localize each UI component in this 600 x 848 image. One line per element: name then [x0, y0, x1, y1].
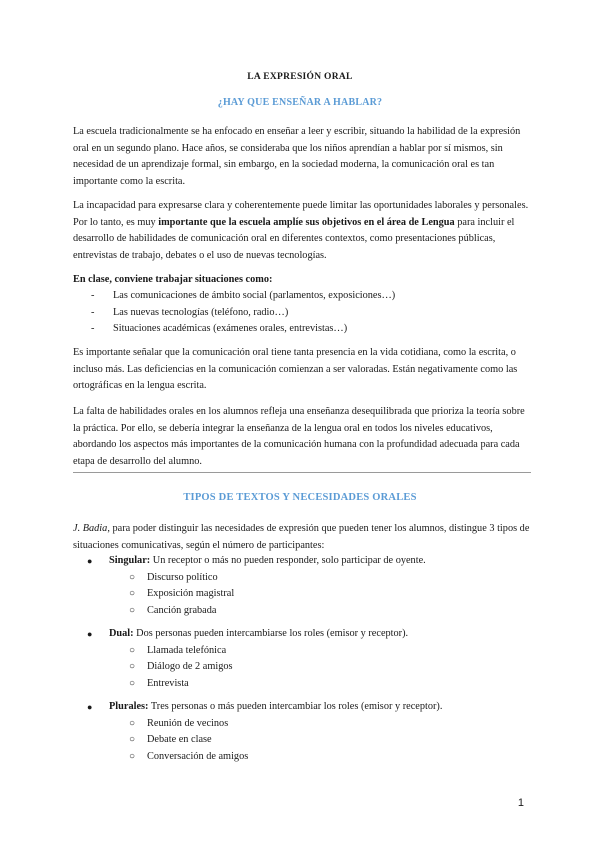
- page-number: 1: [517, 797, 524, 809]
- list-item-text: Exposición magistral: [147, 588, 235, 599]
- bullet-icon: ●: [87, 702, 93, 712]
- list-item: [129, 643, 527, 660]
- category-label: Singular:: [109, 555, 151, 566]
- circle-bullet-icon: ○: [129, 571, 136, 583]
- circle-bullet-icon: ○: [129, 661, 136, 672]
- document-subtitle: ¿HAY QUE ENSEÑAR A HABLAR?: [217, 97, 383, 108]
- circle-bullet-icon: ○: [129, 677, 136, 689]
- list-item-text: Situaciones académicas (exámenes orales, entrevistas…): [113, 323, 348, 334]
- dash-icon: -: [91, 323, 95, 334]
- list-item-text: Entrevista: [147, 677, 189, 689]
- list-item: [91, 321, 531, 338]
- situations-list: [91, 288, 531, 338]
- document-title: LA EXPRESIÓN ORAL: [247, 72, 353, 82]
- list-item-text: Reunión de vecinos: [147, 717, 229, 729]
- circle-bullet-icon: ○: [129, 588, 136, 599]
- paragraph-3-heading: [73, 272, 531, 289]
- list-item-text: Discurso político: [147, 571, 218, 583]
- category-desc: Un receptor o más no pueden responder, solo participar de oyente.: [150, 555, 426, 566]
- author-name: J. Badia: [73, 523, 108, 534]
- circle-bullet-icon: ○: [129, 644, 136, 656]
- circle-bullet-icon: ○: [129, 750, 136, 762]
- list-item-text: Las nuevas tecnologías (teléfono, radio…): [113, 306, 289, 318]
- intro-text: , para poder distinguir las necesidades de expresión que pueden tener los alumnos, distingue 3 tipos de situaciones comunicativas, según el número de participantes:: [73, 523, 530, 551]
- list-item-text: Llamada telefónica: [147, 644, 227, 656]
- list-item: [129, 732, 527, 749]
- intro-paragraph: [73, 521, 531, 554]
- paragraph-2: [73, 198, 531, 264]
- category-label: Dual:: [109, 628, 134, 639]
- category-label: Plurales:: [109, 701, 149, 712]
- category-plurales: [87, 699, 527, 765]
- paragraph-2-start: La incapacidad para expresarse clara y coherentemente puede limitar las oportunidades laborales y personales. Por lo tanto, es muy: [73, 200, 529, 228]
- section-title: TIPOS DE TEXTOS Y NECESIDADES ORALES: [183, 492, 417, 503]
- section-divider: [73, 472, 531, 473]
- list-item-text: Diálogo de 2 amigos: [147, 661, 233, 672]
- list-item-text: Conversación de amigos: [147, 750, 249, 762]
- circle-bullet-icon: ○: [129, 604, 136, 616]
- list-item: [129, 603, 527, 620]
- list-item: [129, 676, 527, 693]
- paragraph-4: Es importante señalar que la comunicación oral tiene tanta presencia en la vida cotidiana, como la escrita, o incluso más. Las deficiencias en la comunicación comienzan a ser valoradas. Están negativamente como las ortográficas en la lengua escrita.: [73, 347, 518, 391]
- bullet-icon: ●: [87, 556, 93, 566]
- category-dual: [87, 626, 527, 692]
- paragraph-1: La escuela tradicionalmente se ha enfocado en enseñar a leer y escribir, situando la habilidad de la expresión oral en un segundo plano. Hace años, se consideraba que los niños aprendían a hablar por sí mismos, sin necesidad de un aprendizaje formal, sin embargo, en la sociedad moderna, la comunicación oral es tan importante como la escrita.: [73, 126, 521, 187]
- situations-heading: En clase, conviene trabajar situaciones como:: [73, 274, 273, 285]
- paragraph-2-end: para incluir el desarrollo de habilidades de comunicación oral en diferentes contextos, como presentaciones públicas, entrevistas de trabajo, debates o el uso de nuevas tecnologías.: [73, 216, 515, 261]
- bullet-icon: ●: [87, 629, 93, 639]
- list-item-text: Las comunicaciones de ámbito social (parlamentos, exposiciones…): [113, 290, 396, 301]
- list-item-text: Debate en clase: [147, 734, 212, 745]
- category-desc: Dos personas pueden intercambiarse los roles (emisor y receptor).: [133, 628, 409, 639]
- paragraph-5: La falta de habilidades orales en los alumnos refleja una enseñanza desequilibrada que prioriza la teoría sobre la práctica. Por ello, se debería integrar la enseñanza de la lengua oral en todos los niveles educativos, abordando los aspectos más importantes de la comunicación humana con la profundidad adecuada para cada etapa de desarrollo del alumno.: [73, 406, 525, 467]
- list-item-text: Canción grabada: [147, 604, 217, 616]
- list-item: [129, 749, 527, 766]
- list-item: [129, 659, 527, 676]
- list-item: [129, 586, 527, 603]
- dash-icon: -: [91, 306, 95, 318]
- list-item: [129, 716, 527, 733]
- category-desc: Tres personas o más pueden intercambiar los roles (emisor y receptor).: [148, 701, 443, 712]
- circle-bullet-icon: ○: [129, 717, 136, 729]
- paragraph-2-bold: importante que la escuela amplíe sus objetivos en el área de Lengua: [158, 216, 455, 228]
- circle-bullet-icon: ○: [129, 734, 136, 745]
- list-item: [91, 288, 531, 305]
- list-item: [129, 570, 527, 587]
- list-item: [91, 305, 531, 322]
- category-singular: [87, 553, 527, 619]
- dash-icon: -: [91, 290, 95, 301]
